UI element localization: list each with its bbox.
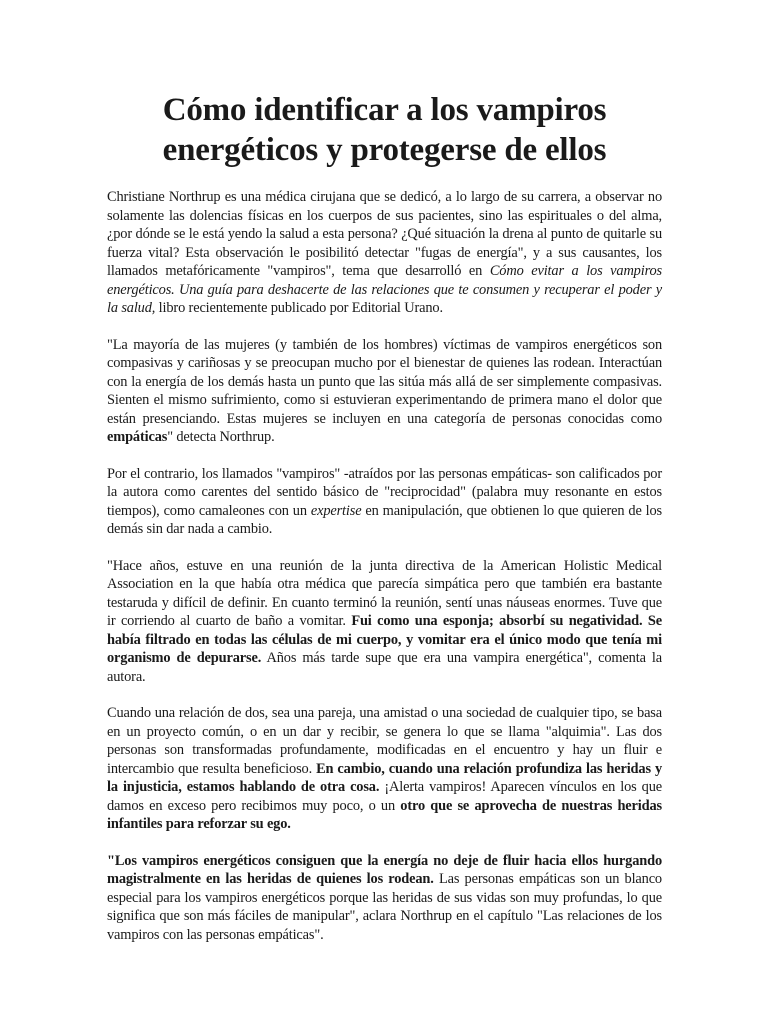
paragraph-empaths-text: "La mayoría de las mujeres (y también de los hombres) víctimas de vampiros energéticos son compasivas y cariñosas y se preocupan mucho por el bienestar de quienes las rodean. Interactúan con la energía de los demás hasta un punto que las sitúa más allá de ser simplemente compasivas. Sienten el mismo sufrimiento, como si estuvieran experimentando de primera mano el dolor que están presenciando. Estas mujeres se incluyen en una categoría de personas conocidas como xyxy=(107,336,662,427)
alchemy-highlight-1: En cambio, cuando una relación profundiza las heridas y la injusticia, estamos hablando de otra cosa. xyxy=(107,760,662,795)
paragraph-anecdote xyxy=(107,557,662,687)
paragraph-intro-end: libro recientemente publicado por Editorial Urano. xyxy=(155,300,443,316)
paragraph-closing-text: Las personas empáticas son un blanco especial para los vampiros energéticos porque las heridas de sus vidas son muy profundas, lo que significa que son más fáciles de manipular", aclara Northrup en el capítulo "Las relaciones de los vampiros con las personas empáticas". xyxy=(107,871,662,943)
book-title: Cómo evitar a los vampiros energéticos. Una guía para deshacerte de las relaciones que te consumen y recuperar el poder y la salud, xyxy=(107,263,662,316)
paragraph-alchemy-middle: ¡Alerta vampiros! Aparecen vínculos en los que damos en exceso pero recibimos muy poco, o un xyxy=(107,779,662,814)
article-title: Cómo identificar a los vampiros energéticos y protegerse de ellos xyxy=(162,92,607,168)
closing-highlight: "Los vampiros energéticos consiguen que la energía no deje de fluir hacia ellos hurgando magistralmente en las heridas de quienes los rodean. xyxy=(107,852,662,887)
alchemy-highlight-2: otro que se aprovecha de nuestras heridas infantiles para reforzar su ego. xyxy=(107,797,662,832)
paragraph-alchemy-text: Cuando una relación de dos, sea una pareja, una amistad o una sociedad de cualquier tipo, se basa en un proyecto común, o en un dar y recibir, se genera lo que se llama "alquimia". Las dos personas son transformadas profundamente, modificadas en el encuentro y hay un fluir e intercambio que resulta beneficioso. xyxy=(107,705,662,777)
empaths-term: empáticas xyxy=(107,429,168,445)
paragraph-empaths xyxy=(107,336,662,447)
paragraph-intro-text: Christiane Northrup es una médica cirujana que se dedicó, a lo largo de su carrera, a observar no solamente las dolencias físicas en los cuerpos de sus pacientes, sino las espirituales o del alma, ¿por dónde se le está yendo la salud a esta persona? ¿Qué situación la drena al punto de quitarle su fuerza vital? Esta observación le posibilitó detectar "fugas de energía", y a sus causantes, los llamados metafóricamente "vampiros", tema que desarrolló en xyxy=(107,189,662,279)
paragraph-anecdote-text: "Hace años, estuve en una reunión de la junta directiva de la American Holistic Medical Association en la que había otra médica que parecía simpática pero que también era bastante testaruda y difícil de definir. En cuanto terminó la reunión, sentí unas náuseas enormes. Tuve que ir corriendo al cuarto de baño a vomitar. xyxy=(107,557,662,629)
paragraph-vampires xyxy=(107,465,662,539)
paragraph-vampires-text: Por el contrario, los llamados "vampiros" -atraídos por las personas empáticas- son calificados por la autora como carentes del sentido básico de "reciprocidad" (palabra muy resonante en estos tiempos), como camaleones con un xyxy=(107,465,662,519)
anecdote-highlight: Fui como una esponja; absorbí su negatividad. Se había filtrado en todas las células de mi cuerpo, y vomitar era el único modo que tenía mi organismo de depurarse. xyxy=(107,613,663,666)
expertise-term: expertise xyxy=(310,502,362,519)
paragraph-anecdote-end: Años más tarde supe que era una vampira energética", comenta la autora. xyxy=(107,650,662,685)
paragraph-alchemy xyxy=(107,704,662,834)
paragraph-vampires-end: en manipulación, que obtienen lo que quieren de los demás sin dar nada a cambio. xyxy=(107,502,662,537)
paragraph-closing xyxy=(107,852,662,945)
paragraph-intro xyxy=(107,188,662,318)
paragraph-empaths-end: " detecta Northrup. xyxy=(167,429,275,445)
